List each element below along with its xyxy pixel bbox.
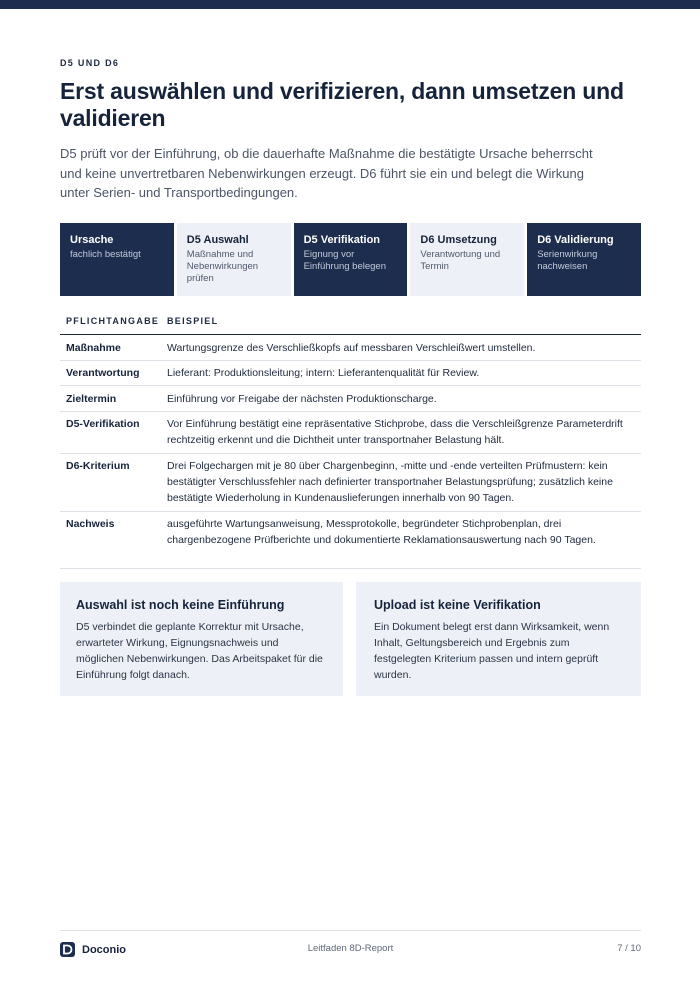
step-subtitle: Serienwirkung nachweisen: [537, 249, 598, 272]
step-title: D6 Umsetzung: [420, 234, 497, 246]
row-value: Vor Einführung bestätigt eine repräsentative Stichprobe, dass die Verschleißgrenze Parameterdrift rechtzeitig erkennt und die Dichtheit unter transportnaher Belastung hält.: [167, 418, 623, 446]
card-title: Auswahl ist noch keine Einführung: [76, 598, 285, 612]
table-row: [60, 454, 641, 512]
card-body: D5 verbindet die geplante Korrektur mit Ursache, erwarteter Wirkung, Eignungsnachweis und möglichen Nebenwirkungen. Das Arbeitspaket für die Einführung folgt danach.: [76, 621, 323, 681]
row-label: D6-Kriterium: [66, 460, 130, 472]
row-label: Nachweis: [66, 518, 115, 530]
info-card-upload: [356, 582, 641, 696]
row-value: Lieferant: Produktionsleitung; intern: Lieferantenqualität für Review.: [167, 367, 480, 379]
step-d5-auswahl: [177, 223, 291, 296]
process-steps: [60, 223, 641, 296]
brand-name: Doconio: [82, 943, 126, 956]
column-header-beispiel: BEISPIEL: [167, 316, 219, 326]
row-label: D5-Verifikation: [66, 418, 140, 430]
table-header: [60, 311, 641, 335]
info-card-auswahl: [60, 582, 343, 696]
page-title: Erst auswählen und verifizieren, dann umsetzen und validieren: [60, 78, 624, 131]
row-value: Drei Folgechargen mit je 80 über Chargenbeginn, -mitte und -ende verteilten Prüfmustern: kein bestätigter Verschlussfehler nach definierter transportnaher Belastungsprüfung; zusätzlich keine bestätigte Wiederholung in Kundenauslieferungen innerhalb von 90 Tagen.: [167, 460, 613, 504]
row-value: Wartungsgrenze des Verschließkopfs auf messbaren Verschleißwert umstellen.: [167, 342, 536, 354]
table-row: [60, 361, 641, 386]
step-d5-verifikation: [294, 223, 408, 296]
table-row: [60, 412, 641, 454]
card-title: Upload ist keine Verifikation: [374, 598, 541, 612]
step-ursache: [60, 223, 174, 296]
card-body: Ein Dokument belegt erst dann Wirksamkeit, wenn Inhalt, Geltungsbereich und Ergebnis zum festgelegten Kriterium passen und intern geprüft wurden.: [374, 621, 610, 681]
row-label: Zieltermin: [66, 393, 117, 405]
lead-paragraph: D5 prüft vor der Einführung, ob die dauerhafte Maßnahme die bestätigte Ursache beherrscht und keine unvertretbaren Nebenwirkungen erzeugt. D6 führt sie ein und belegt die Wirkung unter Serien- und Transportbedingungen.: [60, 146, 593, 200]
row-value: ausgeführte Wartungsanweisung, Messprotokolle, begründeter Stichprobenplan, drei chargenbezogene Prüfberichte und dokumentierte Reklamationsauswertung nach 90 Tagen.: [167, 518, 596, 546]
step-title: D6 Validierung: [537, 234, 614, 246]
row-label: Verantwortung: [66, 367, 140, 379]
section-eyebrow: D5 UND D6: [60, 58, 120, 68]
step-d6-umsetzung: [410, 223, 524, 296]
page-footer: [60, 930, 641, 965]
requirements-table: [60, 311, 641, 569]
step-title: D5 Auswahl: [186, 234, 249, 246]
info-cards: [60, 582, 641, 696]
step-title: Ursache: [70, 234, 114, 246]
step-subtitle: Eignung vor Einführung belegen: [303, 249, 386, 272]
table-row: [60, 386, 641, 412]
step-d6-validierung: [527, 223, 641, 296]
step-subtitle: fachlich bestätigt: [70, 249, 141, 260]
step-subtitle: Maßnahme und Nebenwirkungen prüfen: [186, 249, 259, 284]
top-accent-bar: [0, 0, 700, 9]
page-number: 7 / 10: [617, 943, 641, 954]
table-row: [60, 512, 641, 569]
column-header-pflichtangabe: PFLICHTANGABE: [66, 316, 160, 326]
step-subtitle: Verantwortung und Termin: [420, 249, 501, 272]
step-title: D5 Verifikation: [303, 234, 381, 246]
footer-document-title: Leitfaden 8D-Report: [307, 943, 394, 954]
row-label: Maßnahme: [66, 342, 121, 354]
table-row: [60, 335, 641, 361]
row-value: Einführung vor Freigabe der nächsten Produktionscharge.: [167, 393, 437, 405]
